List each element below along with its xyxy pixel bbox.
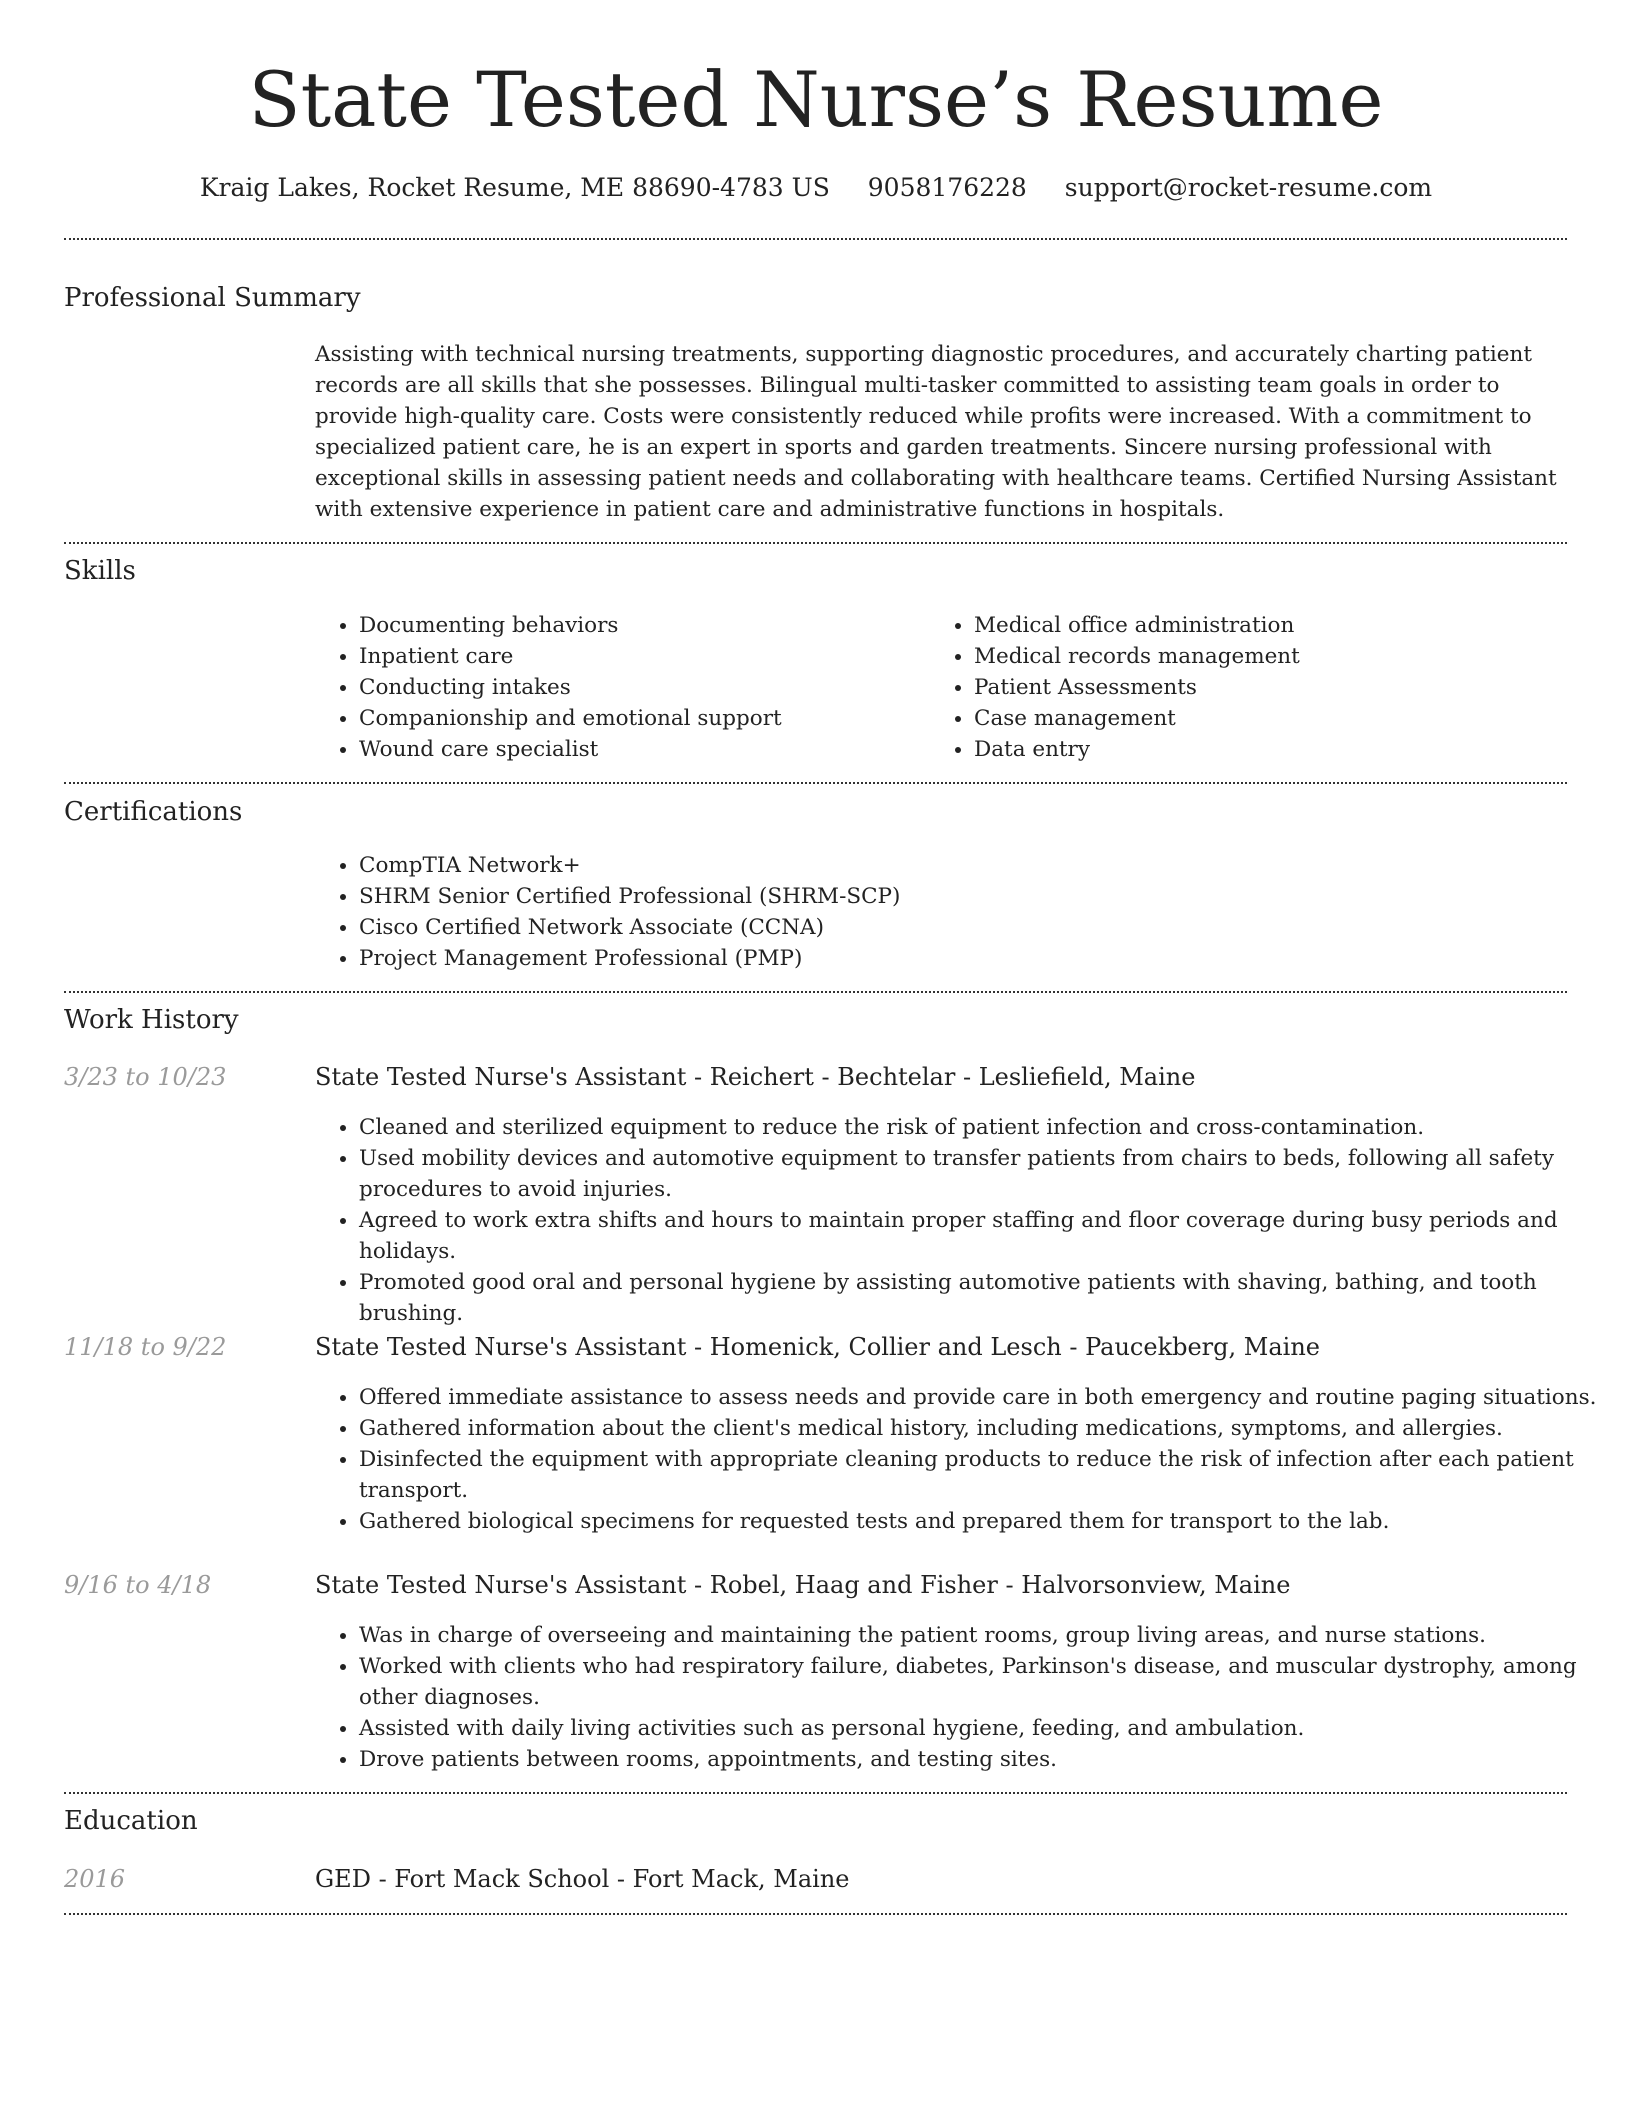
job-bullet: • Disinfected the equipment with appropriate cleaning products to reduce the risk of infection after each patient transport.	[359, 1444, 1614, 1506]
job-bullet: • Offered immediate assistance to assess needs and provide care in both emergency and routine paging situations.	[359, 1382, 1614, 1413]
contact-email: support@rocket-resume.com	[1064, 173, 1433, 202]
divider	[64, 1792, 1567, 1794]
skill-item: • Companionship and emotional support	[359, 703, 929, 734]
job-bullet: • Promoted good oral and personal hygiene by assisting automotive patients with shaving, bathing, and tooth brushing.	[359, 1267, 1614, 1329]
skill-item: • Data entry	[974, 734, 1574, 765]
section-title-work-history: Work History	[64, 1005, 239, 1035]
job-dates: 11/18 to 9/22	[64, 1333, 227, 1361]
job-bullet: • Cleaned and sterilized equipment to reduce the risk of patient infection and cross-contamination.	[359, 1112, 1614, 1143]
job-bullet: • Agreed to work extra shifts and hours to maintain proper staffing and floor coverage during busy periods and holidays.	[359, 1205, 1614, 1267]
contact-line	[0, 170, 1632, 206]
job-title: State Tested Nurse's Assistant - Robel, Haag and Fisher - Halvorsonview, Maine	[315, 1571, 1291, 1599]
education-entry: GED - Fort Mack School - Fort Mack, Maine	[315, 1865, 850, 1893]
divider	[64, 991, 1567, 993]
job-bullet: • Gathered biological specimens for requested tests and prepared them for transport to the lab.	[359, 1506, 1614, 1537]
skill-item: • Conducting intakes	[359, 672, 929, 703]
job-bullets	[315, 1382, 1614, 1537]
job-title: State Tested Nurse's Assistant - Reichert - Bechtelar - Lesliefield, Maine	[315, 1063, 1196, 1091]
section-title-education: Education	[64, 1806, 198, 1836]
contact-address: Kraig Lakes, Rocket Resume, ME 88690-4783 US	[199, 173, 830, 202]
skills-list-right	[930, 610, 1574, 765]
certifications-list	[315, 850, 1559, 974]
job-bullet: • Used mobility devices and automotive equipment to transfer patients from chairs to beds, following all safety procedures to avoid injuries.	[359, 1143, 1614, 1205]
divider	[64, 238, 1567, 240]
resume-title: State Tested Nurse’s Resume	[248, 55, 1384, 144]
certification-item: • Cisco Certified Network Associate (CCNA)	[359, 912, 1559, 943]
section-title-skills: Skills	[64, 556, 136, 586]
job-bullet: • Worked with clients who had respiratory failure, diabetes, Parkinson's disease, and muscular dystrophy, among other diagnoses.	[359, 1651, 1614, 1713]
job-bullets	[315, 1112, 1614, 1329]
skill-item: • Case management	[974, 703, 1574, 734]
skills-list-left	[315, 610, 929, 765]
job-bullet: • Gathered information about the client's medical history, including medications, symptoms, and allergies.	[359, 1413, 1614, 1444]
summary-text: Assisting with technical nursing treatments, supporting diagnostic procedures, and accurately charting patient records are all skills that she possesses. Bilingual multi-tasker committed to assisting team goals in order to provide high-quality care. Costs were consistently reduced while profits were increased. With a commitment to specialized patient care, he is an expert in sports and garden treatments. Sincere nursing professional with exceptional skills in assessing patient needs and collaborating with healthcare teams. Certified Nursing Assistant with extensive experience in patient care and administrative functions in hospitals.	[315, 342, 1557, 522]
skill-item: • Patient Assessments	[974, 672, 1574, 703]
divider	[64, 542, 1567, 544]
skill-item: • Medical records management	[974, 641, 1574, 672]
job-bullet: • Assisted with daily living activities such as personal hygiene, feeding, and ambulation.	[359, 1713, 1614, 1744]
job-bullets	[315, 1620, 1614, 1775]
job-bullet: • Drove patients between rooms, appointments, and testing sites.	[359, 1744, 1614, 1775]
section-title-certifications: Certifications	[64, 797, 243, 827]
divider	[64, 782, 1567, 784]
certification-item: • CompTIA Network+	[359, 850, 1559, 881]
certification-item: • Project Management Professional (PMP)	[359, 943, 1559, 974]
skill-item: • Medical office administration	[974, 610, 1574, 641]
divider	[64, 1913, 1567, 1915]
job-dates: 3/23 to 10/23	[64, 1063, 227, 1091]
section-title-summary: Professional Summary	[64, 283, 361, 313]
skill-item: • Wound care specialist	[359, 734, 929, 765]
education-year: 2016	[64, 1865, 126, 1893]
contact-phone: 9058176228	[867, 173, 1027, 202]
skill-item: • Documenting behaviors	[359, 610, 929, 641]
skill-item: • Inpatient care	[359, 641, 929, 672]
certification-item: • SHRM Senior Certified Professional (SHRM-SCP)	[359, 881, 1559, 912]
job-title: State Tested Nurse's Assistant - Homenick, Collier and Lesch - Paucekberg, Maine	[315, 1333, 1320, 1361]
job-dates: 9/16 to 4/18	[64, 1571, 212, 1599]
job-bullet: • Was in charge of overseeing and maintaining the patient rooms, group living areas, and nurse stations.	[359, 1620, 1614, 1651]
